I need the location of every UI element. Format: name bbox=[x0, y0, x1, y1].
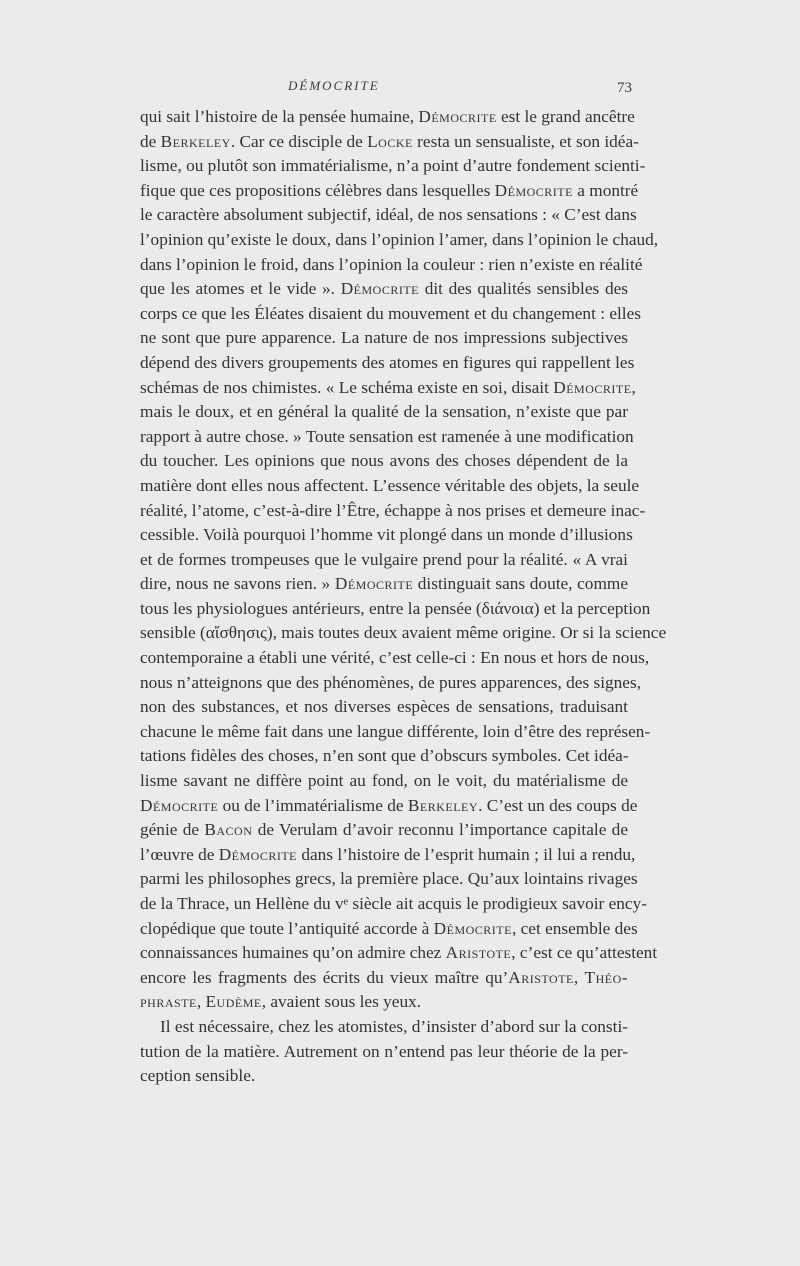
text-line bbox=[140, 474, 640, 499]
text-span: rapport à autre chose. » Toute sensation est ramenée à une modification bbox=[140, 426, 634, 446]
text-span: dans l’opinion le froid, dans l’opinion la couleur : rien n’existe en réalité bbox=[140, 254, 643, 274]
text-span: distinguait sans doute, comme bbox=[413, 574, 629, 594]
text-span: , bbox=[631, 377, 636, 397]
text-span: Il est nécessaire, chez les atomistes, d’insister d’abord sur la consti- bbox=[160, 1016, 628, 1036]
text-span: et de formes trompeuses que le vulgaire prend pour la réalité. « A vrai bbox=[140, 549, 628, 569]
small-caps-name: Berkeley bbox=[160, 131, 231, 151]
text-line bbox=[140, 154, 646, 179]
text-span: de la Thrace, un Hellène du vᵉ siècle ait acquis le prodigieux savoir ency- bbox=[140, 894, 647, 913]
text-span: que les atomes et le vide ». bbox=[140, 279, 341, 299]
text-line bbox=[140, 597, 651, 622]
text-span: cessible. Voilà pourquoi l’homme vit plongé dans un monde d’illusions bbox=[140, 525, 633, 545]
text-line bbox=[140, 548, 628, 573]
text-span: connaissances humaines qu’on admire chez bbox=[140, 943, 446, 963]
text-span: non des substances, et nos diverses espèces de sensations, traduisant bbox=[140, 697, 628, 717]
text-span: est le grand ancêtre bbox=[496, 107, 635, 126]
text-line bbox=[140, 351, 635, 376]
small-caps-name: Démocrite bbox=[433, 918, 512, 938]
small-caps-name: phraste bbox=[140, 992, 197, 1012]
small-caps-name: Berkeley bbox=[407, 795, 479, 815]
text-line bbox=[140, 400, 628, 425]
small-caps-name: Démocrite bbox=[553, 377, 632, 397]
body-text bbox=[140, 105, 667, 1089]
text-line bbox=[140, 695, 628, 720]
text-line bbox=[140, 302, 641, 327]
text-line bbox=[140, 720, 651, 745]
text-span: réalité, l’atome, c’est-à-dire l’Être, échappe à nos prises et demeure inac- bbox=[140, 500, 646, 520]
text-line bbox=[140, 253, 643, 278]
text-line bbox=[140, 376, 636, 401]
text-span: tous les physiologues antérieurs, entre la pensée (διάνοια) et la perception bbox=[140, 598, 651, 618]
text-span: l’opinion qu’existe le doux, dans l’opinion l’amer, dans l’opinion le chaud, bbox=[140, 229, 659, 249]
text-line bbox=[140, 892, 647, 917]
text-span: ou de l’immatérialisme de bbox=[218, 795, 408, 815]
text-line bbox=[140, 499, 646, 524]
text-span: dans l’histoire de l’esprit humain ; il lui a rendu, bbox=[297, 844, 636, 864]
text-line bbox=[140, 966, 628, 991]
text-span: a montré bbox=[572, 180, 639, 200]
text-line bbox=[140, 1015, 628, 1040]
small-caps-name: Démocrite bbox=[418, 107, 497, 126]
text-span: schémas de nos chimistes. « Le schéma existe en soi, disait bbox=[140, 377, 554, 397]
text-span: , cet ensemble des bbox=[511, 918, 638, 938]
small-caps-name: Démocrite bbox=[340, 279, 419, 299]
small-caps-name: Bacon bbox=[204, 820, 253, 840]
text-line bbox=[140, 277, 628, 302]
text-line bbox=[140, 671, 642, 696]
text-line bbox=[140, 449, 628, 474]
text-line bbox=[140, 1040, 628, 1065]
small-caps-name: Démocrite bbox=[140, 795, 219, 815]
text-line bbox=[140, 818, 628, 843]
text-line bbox=[140, 179, 639, 204]
text-span: lisme, ou plutôt son immatérialisme, n’a point d’autre fondement scienti- bbox=[140, 156, 646, 176]
text-span: fique que ces propositions célèbres dans lesquelles bbox=[140, 180, 495, 200]
text-line bbox=[140, 917, 638, 942]
text-line bbox=[140, 203, 637, 228]
text-span: nous n’atteignons que des phénomènes, de pures apparences, des signes, bbox=[140, 672, 642, 692]
text-line bbox=[140, 867, 638, 892]
text-span: clopédique que toute l’antiquité accorde à bbox=[140, 918, 434, 938]
text-span: parmi les philosophes grecs, la première place. Qu’aux lointains rivages bbox=[140, 869, 638, 889]
text-span: de bbox=[140, 131, 161, 151]
text-span: de Verulam d’avoir reconnu l’importance capitale de bbox=[252, 820, 628, 840]
running-title: DÉMOCRITE bbox=[288, 78, 380, 93]
text-span: du toucher. Les opinions que nous avons des choses dépendent de la bbox=[140, 451, 628, 471]
text-span: dit des qualités sensibles des bbox=[419, 279, 628, 299]
text-span: génie de bbox=[140, 820, 205, 840]
text-line bbox=[140, 1064, 628, 1089]
text-line bbox=[140, 523, 633, 548]
text-span: encore les fragments des écrits du vieux maître qu’ bbox=[140, 967, 509, 987]
text-line bbox=[140, 769, 628, 794]
text-line bbox=[140, 941, 658, 966]
text-span: . Car ce disciple de bbox=[230, 131, 368, 151]
text-line bbox=[140, 572, 628, 597]
text-line bbox=[140, 105, 635, 130]
text-line bbox=[140, 130, 639, 155]
small-caps-name: Démocrite bbox=[218, 844, 298, 864]
text-span: , c’est ce qu’attestent bbox=[511, 943, 658, 963]
text-span: dépend des divers groupements des atomes en figures qui rappellent les bbox=[140, 352, 635, 372]
running-head bbox=[0, 78, 800, 98]
text-span: chacune le même fait dans une langue différente, loin d’être des représen- bbox=[140, 721, 651, 741]
text-span: dire, nous ne savons rien. » bbox=[140, 574, 335, 594]
text-line bbox=[140, 228, 659, 253]
text-span: tations fidèles des choses, n’en sont que d’obscurs symboles. Cet idéa- bbox=[140, 746, 629, 766]
text-line bbox=[140, 843, 636, 868]
text-span: le caractère absolument subjectif, idéal, de nos sensations : « C’est dans bbox=[140, 205, 637, 225]
text-span: . C’est un des coups de bbox=[478, 795, 638, 815]
small-caps-name: Théo- bbox=[584, 967, 629, 987]
text-span: tution de la matière. Autrement on n’entend pas leur théorie de la per- bbox=[140, 1041, 628, 1061]
text-span: lisme savant ne diffère point au fond, on le voit, du matérialisme de bbox=[140, 771, 628, 791]
text-line bbox=[140, 326, 628, 351]
text-span: contemporaine a établi une vérité, c’est celle-ci : En nous et hors de nous, bbox=[140, 648, 650, 668]
small-caps-name: Démocrite bbox=[334, 574, 414, 594]
text-span: ception sensible. bbox=[140, 1066, 256, 1086]
text-line bbox=[140, 990, 628, 1015]
text-span: resta un sensualiste, et son idéa- bbox=[412, 131, 639, 151]
small-caps-name: Eudème bbox=[205, 992, 262, 1012]
small-caps-name: Aristote bbox=[445, 943, 512, 963]
text-span: , bbox=[573, 967, 585, 987]
text-span: l’œuvre de bbox=[140, 844, 219, 864]
text-span: corps ce que les Éléates disaient du mouvement et du changement : elles bbox=[140, 303, 641, 323]
text-line bbox=[140, 646, 650, 671]
text-span: sensible (αἴσθησις), mais toutes deux avaient même origine. Or si la science bbox=[140, 623, 667, 643]
small-caps-name: Locke bbox=[367, 131, 413, 151]
text-span: ne sont que pure apparence. La nature de nos impressions subjectives bbox=[140, 328, 628, 348]
text-line bbox=[140, 794, 638, 819]
text-span: , avaient sous les yeux. bbox=[261, 992, 422, 1012]
text-span: qui sait l’histoire de la pensée humaine, bbox=[140, 107, 419, 126]
small-caps-name: Aristote bbox=[508, 967, 574, 987]
page-number: 73 bbox=[617, 80, 632, 96]
text-span: mais le doux, et en général la qualité de la sensation, n’existe que par bbox=[140, 402, 628, 422]
small-caps-name: Démocrite bbox=[494, 180, 573, 200]
text-span: , bbox=[196, 992, 206, 1012]
text-span: matière dont elles nous affectent. L’essence véritable des objets, la seule bbox=[140, 475, 640, 495]
text-line bbox=[140, 425, 634, 450]
text-line bbox=[140, 744, 628, 769]
text-line bbox=[140, 621, 667, 646]
